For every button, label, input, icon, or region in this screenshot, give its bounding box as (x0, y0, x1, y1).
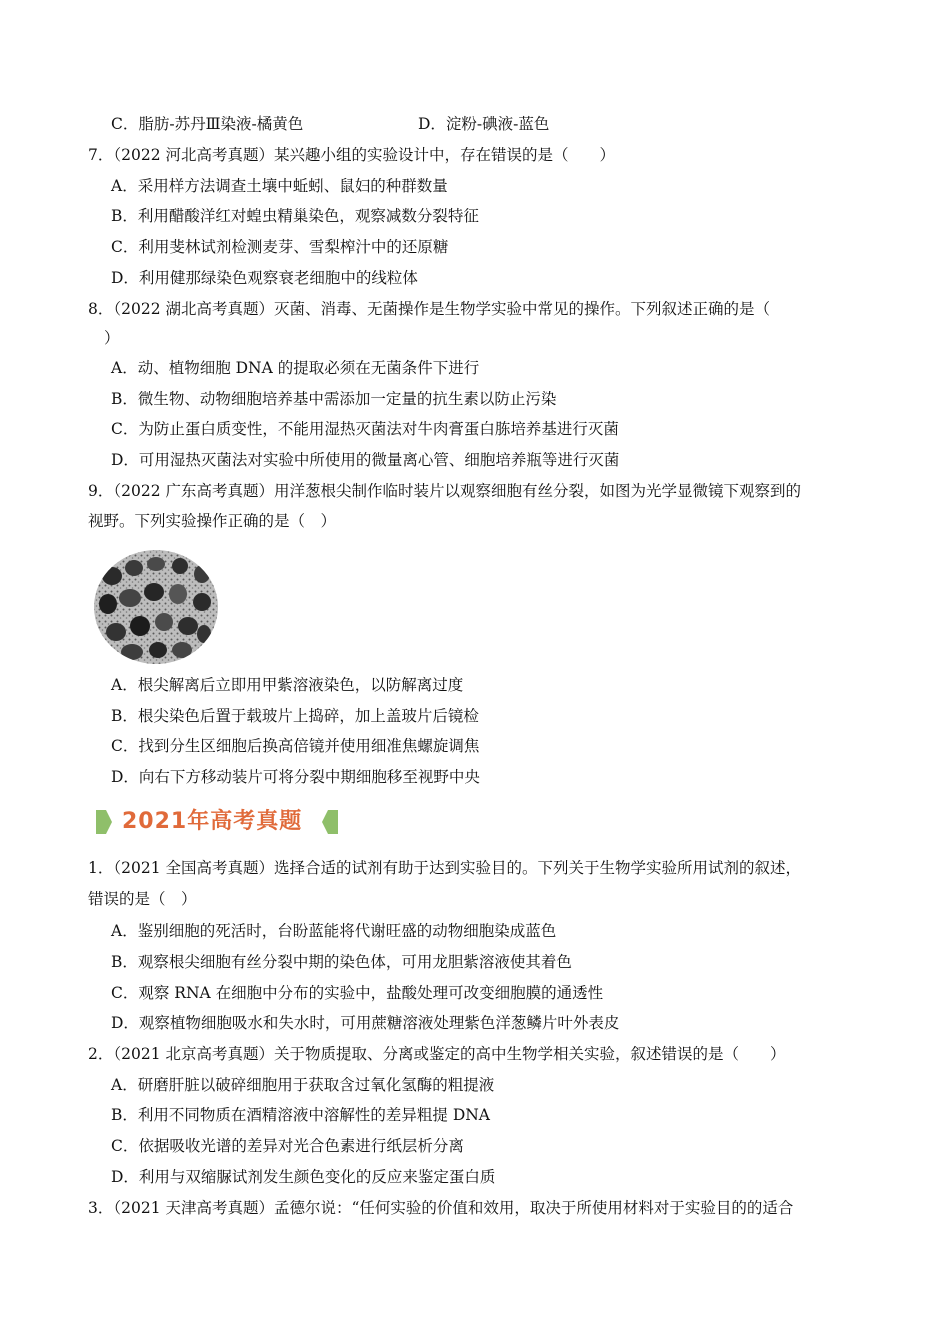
q7-option-b: B．利用醋酸洋红对蝗虫精巢染色，观察减数分裂特征 (111, 207, 479, 225)
q8-option-d: D．可用湿热灭菌法对实验中所使用的微量离心管、细胞培养瓶等进行灭菌 (111, 451, 620, 469)
q8-option-c: C．为防止蛋白质变性，不能用湿热灭菌法对牛肉膏蛋白胨培养基进行灭菌 (111, 420, 619, 438)
s2-option-d: D．利用与双缩脲试剂发生颜色变化的反应来鉴定蛋白质 (111, 1168, 496, 1186)
s1-option-b: B．观察根尖细胞有丝分裂中期的染色体，可用龙胆紫溶液使其着色 (111, 953, 572, 971)
q7-option-d: D．利用健那绿染色观察衰老细胞中的线粒体 (111, 269, 418, 287)
q9-stem: 9．（2022 广东高考真题）用洋葱根尖制作临时装片以观察细胞有丝分裂，如图为光学显微镜下观察到的 (88, 482, 801, 500)
s1-option-c: C．观察 RNA 在细胞中分布的实验中，盐酸处理可改变细胞膜的通透性 (111, 984, 604, 1002)
q7-option-a: A．采用样方法调查土壤中蚯蚓、鼠妇的种群数量 (111, 177, 448, 195)
s1-stem: 1．（2021 全国高考真题）选择合适的试剂有助于达到实验目的。下列关于生物学实验所用试剂的叙述， (88, 859, 801, 877)
q8-stem: 8．（2022 湖北高考真题）灭菌、消毒、无菌操作是生物学实验中常见的操作。下列叙述正确的是（ (88, 300, 770, 318)
s2-stem: 2．（2021 北京高考真题）关于物质提取、分离或鉴定的高中生物学相关实验，叙述错误的是（ ） (88, 1045, 786, 1063)
q9-option-c: C．找到分生区细胞后换高倍镜并使用细准焦螺旋调焦 (111, 737, 480, 755)
s1-option-d: D．观察植物细胞吸水和失水时，可用蔗糖溶液处理紫色洋葱鳞片叶外表皮 (111, 1014, 620, 1032)
q6-option-c: C．脂肪-苏丹Ⅲ染液-橘黄色 (111, 115, 304, 133)
microscope-field-image (92, 548, 220, 666)
s1-stem-cont: 错误的是（ ） (88, 890, 197, 908)
s3-stem: 3．（2021 天津高考真题）孟德尔说：“任何实验的价值和效用，取决于所使用材料对于实验目的的适合 (88, 1199, 794, 1217)
q9-option-b: B．根尖染色后置于载玻片上捣碎，加上盖玻片后镜检 (111, 707, 479, 725)
q6-option-d: D．淀粉-碘液-蓝色 (418, 115, 550, 133)
q9-option-d: D．向右下方移动装片可将分裂中期细胞移至视野中央 (111, 768, 480, 786)
s2-option-c: C．依据吸收光谱的差异对光合色素进行纸层析分离 (111, 1137, 464, 1155)
q7-option-c: C．利用斐林试剂检测麦芽、雪梨榨汁中的还原糖 (111, 238, 449, 256)
q9-option-a: A．根尖解离后立即用甲紫溶液染色，以防解离过度 (111, 676, 464, 694)
section-title: 2021年高考真题 (122, 809, 303, 834)
s1-option-a: A．鉴别细胞的死活时，台盼蓝能将代谢旺盛的动物细胞染成蓝色 (111, 922, 557, 940)
q8-option-b: B．微生物、动物细胞培养基中需添加一定量的抗生素以防止污染 (111, 390, 557, 408)
s2-option-a: A．研磨肝脏以破碎细胞用于获取含过氧化氢酶的粗提液 (111, 1076, 495, 1094)
q8-stem-cont: ） (104, 329, 120, 347)
s2-option-b: B．利用不同物质在酒精溶液中溶解性的差异粗提 DNA (111, 1106, 491, 1124)
q8-option-a: A．动、植物细胞 DNA 的提取必须在无菌条件下进行 (111, 359, 480, 377)
q9-stem-cont: 视野。下列实验操作正确的是（ ） (88, 512, 337, 530)
q7-stem: 7．（2022 河北高考真题）某兴趣小组的实验设计中，存在错误的是（ ） (88, 146, 615, 164)
